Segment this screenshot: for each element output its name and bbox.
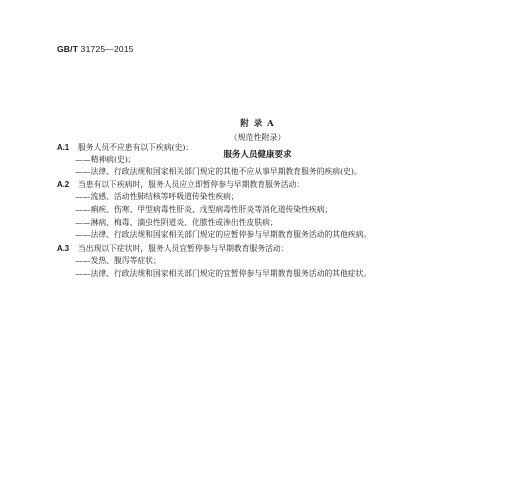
clause-text-a1: 服务人员不应患有以下疾病(史)： — [78, 143, 194, 152]
clause-a2-item-2: ——痢疾、伤寒、甲型病毒性肝炎、戊型病毒性肝炎等消化道传染性疾病； — [75, 205, 333, 214]
standard-code-number: 31725—2015 — [80, 44, 134, 54]
clause-a2-item-1: ——流感、活动性肺结核等呼吸道传染性疾病； — [75, 192, 239, 201]
clause-number-a3: A.3 — [57, 244, 70, 253]
standard-code — [57, 44, 134, 54]
clause-number-a1: A.1 — [57, 143, 70, 152]
appendix-type: （规范性附录） — [229, 133, 286, 142]
standard-code-prefix: GB/T — [57, 44, 79, 54]
clause-a3-item-1: ——发热、腹泻等症状； — [75, 256, 161, 265]
appendix-title: 附 录 A — [240, 119, 275, 129]
clause-number-a2: A.2 — [57, 180, 70, 189]
clause-a1-item-2: ——法律、行政法规和国家相关部门规定的其他不应从事早期教育服务的疾病(史)。 — [75, 167, 362, 176]
clause-a1-item-1: ——精神病(史)； — [75, 155, 136, 164]
clause-text-a2: 当患有以下疾病时，服务人员应立即暂停参与早期教育服务活动： — [78, 180, 305, 189]
clause-a2-item-4: ——法律、行政法规和国家相关部门规定的应暂停参与早期教育服务活动的其他疾病。 — [75, 230, 372, 239]
clause-a2-item-3: ——淋病、梅毒、滴虫性阴道炎、化脓性或渗出性皮肤病； — [75, 218, 278, 227]
clause-text-a3: 当出现以下症状时，服务人员宜暂停参与早期教育服务活动： — [78, 244, 289, 253]
clause-a3-item-2: ——法律、行政法规和国家相关部门规定的宜暂停参与早期教育服务活动的其他症状。 — [75, 269, 372, 278]
appendix-subject: 服务人员健康要求 — [223, 150, 292, 160]
